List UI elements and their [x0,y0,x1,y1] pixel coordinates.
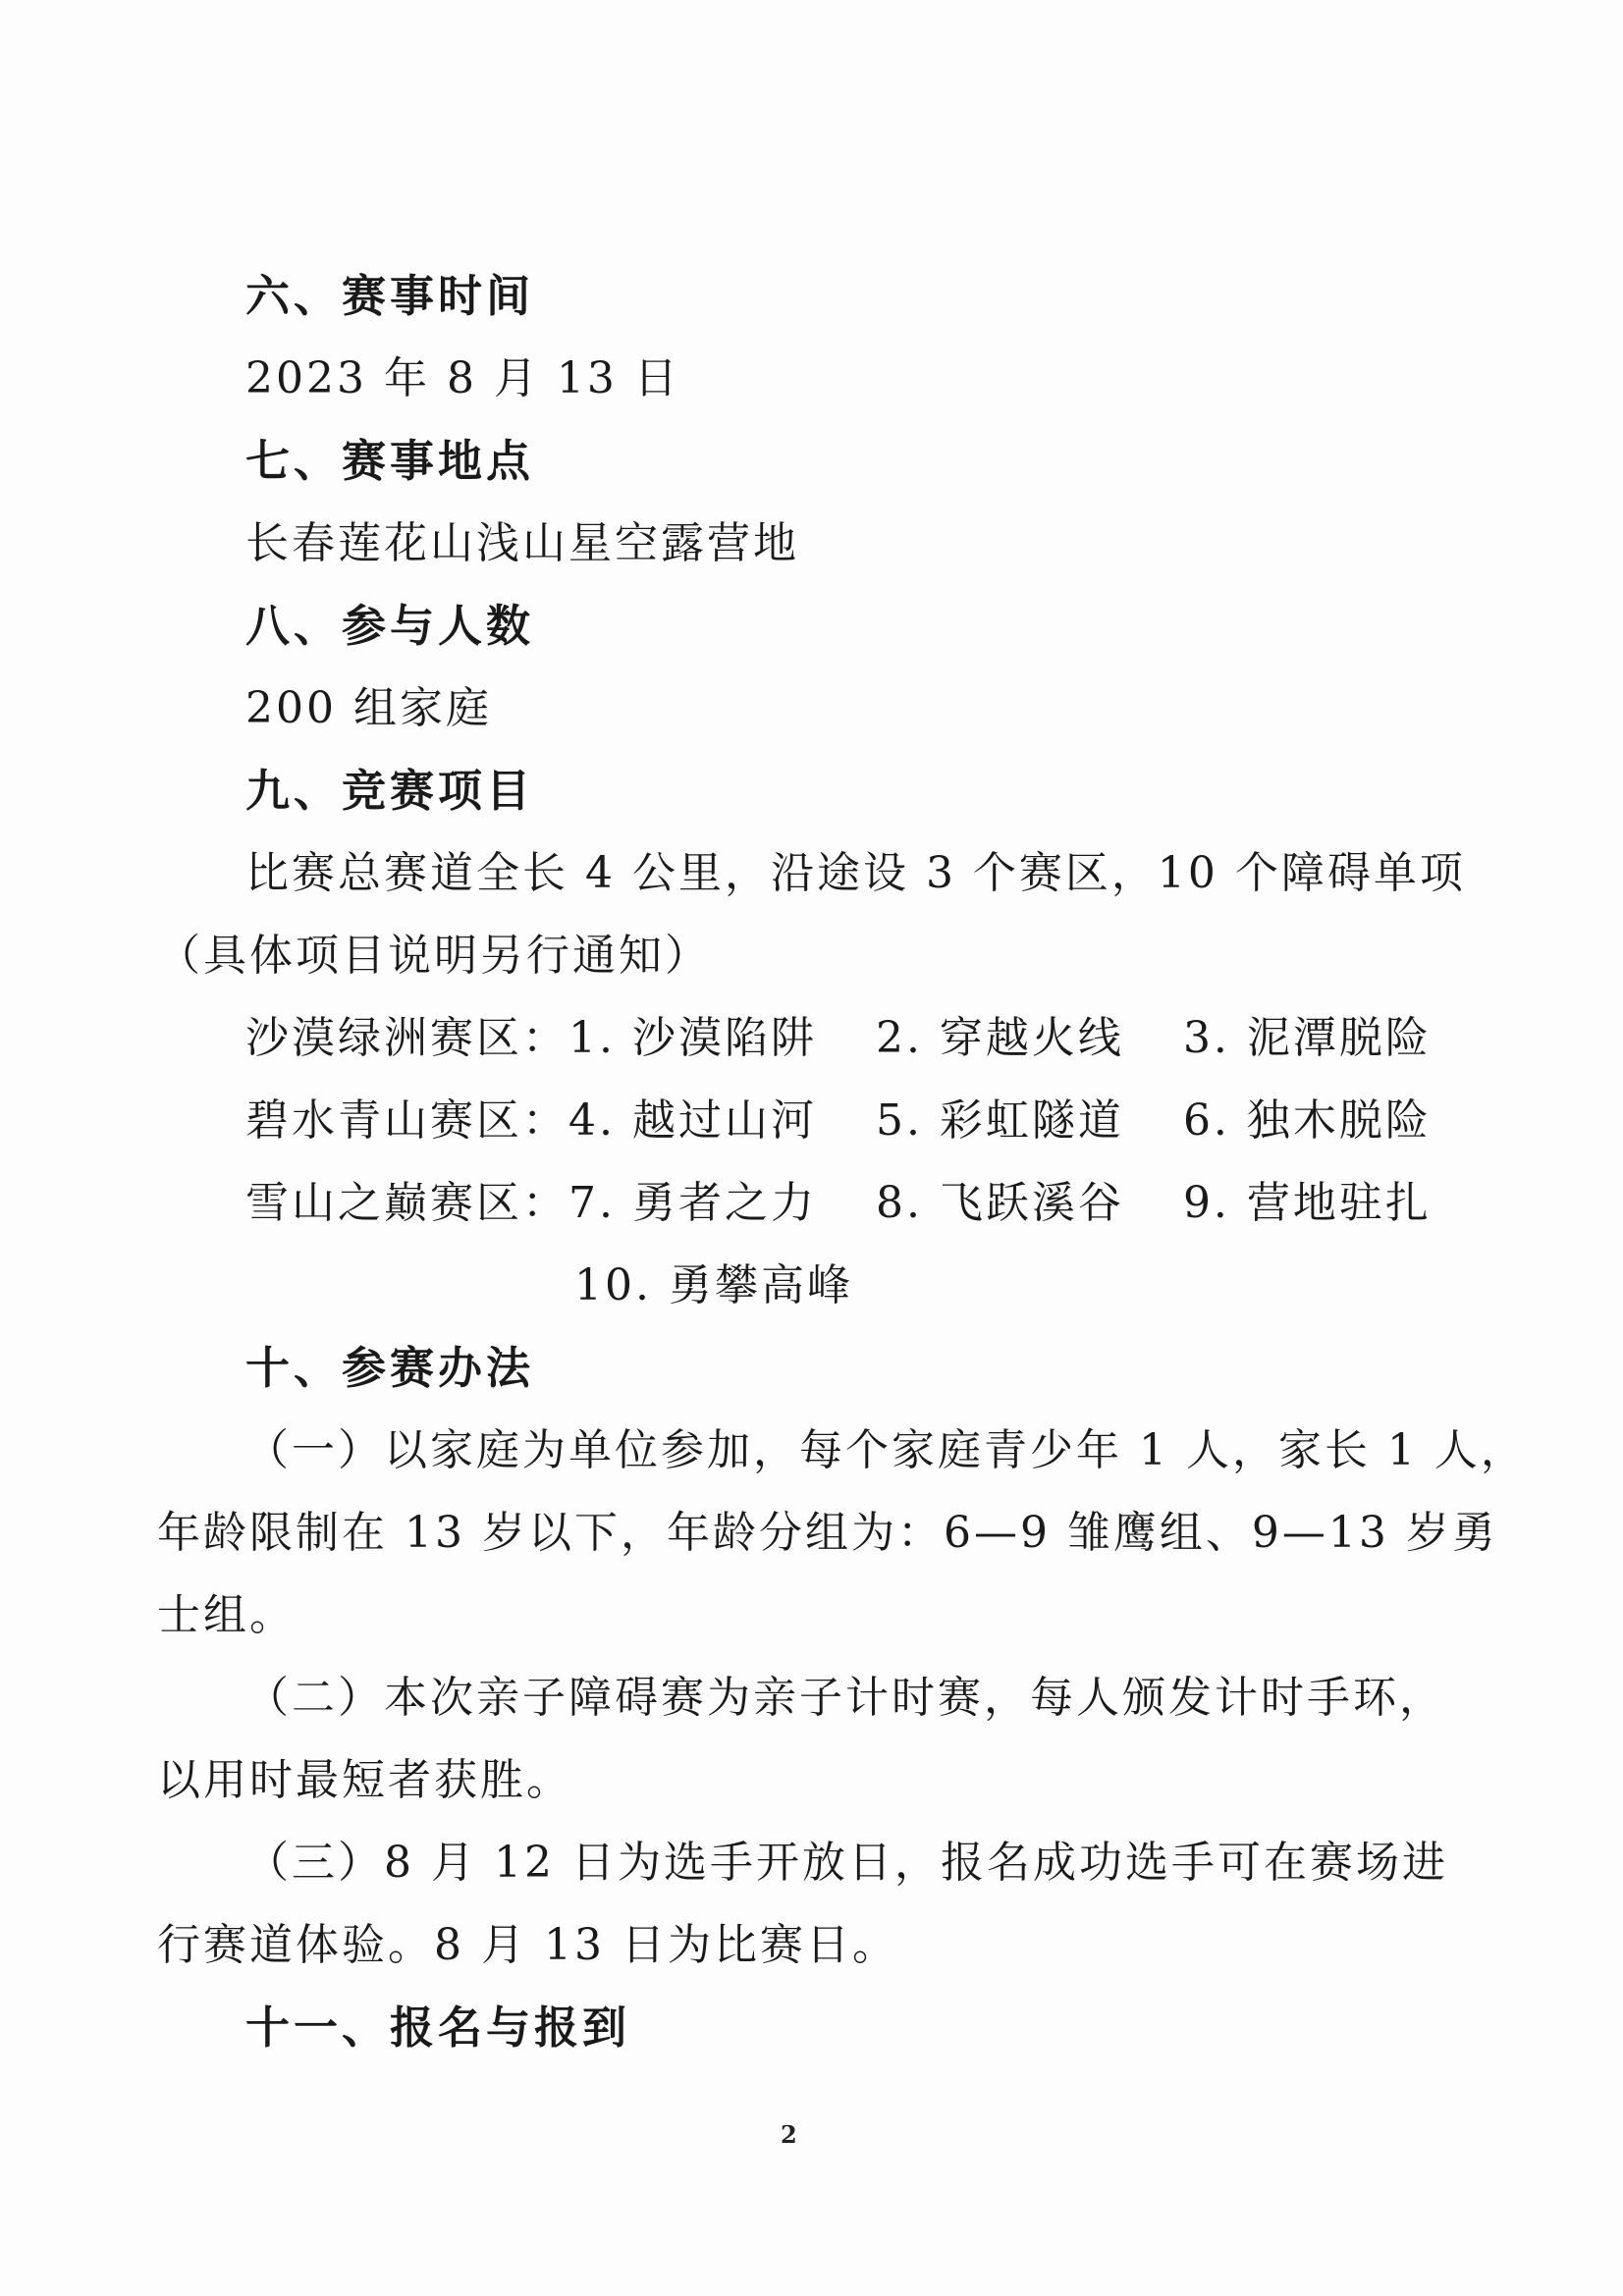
zone-item: 10. 勇攀高峰 [574,1260,853,1310]
zone-item: 5. 彩虹隧道 [875,1095,1124,1146]
zone-item: 4. 越过山河 [568,1095,817,1146]
rules-p1-line2: 年龄限制在 13 岁以下，年龄分组为：6—9 雏鹰组、9—13 岁勇 [157,1508,1498,1558]
section-body-participants: 200 组家庭 [245,683,492,733]
zone-name: 碧水青山赛区： [245,1095,568,1146]
zone-row-desert [245,1009,1432,1068]
section-heading-registration: 十一、报名与报到 [245,2002,631,2054]
rules-p1-line3: 士组。 [157,1590,296,1640]
events-intro-line2: （具体项目说明另行通知） [157,931,711,981]
zone-name: 沙漠绿洲赛区： [245,1013,568,1063]
rules-p1-line1: （一）以家庭为单位参加，每个家庭青少年 1 人，家长 1 人， [245,1425,1527,1475]
section-heading-location: 七、赛事地点 [245,435,535,487]
zone-item: 7. 勇者之力 [568,1178,817,1228]
section-body-location: 长春莲花山浅山星空露营地 [245,518,799,568]
page-number: 2 [781,2120,797,2149]
zone-item: 3. 泥潭脱险 [1182,1013,1432,1063]
zone-item: 8. 飞跃溪谷 [875,1178,1124,1228]
zone-row-snow-continued [574,1256,853,1315]
section-heading-rules: 十、参赛办法 [245,1342,535,1394]
section-heading-participants: 八、参与人数 [245,600,535,652]
zone-row-mountain [245,1092,1432,1150]
section-heading-events: 九、竞赛项目 [245,765,535,817]
zone-row-snow [245,1174,1432,1233]
rules-p2-line1: （二）本次亲子障碍赛为亲子计时赛，每人颁发计时手环， [245,1673,1445,1723]
rules-p3-line2: 行赛道体验。8 月 13 日为比赛日。 [157,1920,898,1970]
zone-name: 雪山之巅赛区： [245,1178,568,1228]
rules-p3-line1: （三）8 月 12 日为选手开放日，报名成功选手可在赛场进 [245,1838,1448,1888]
zone-item: 1. 沙漠陷阱 [568,1013,817,1063]
section-heading-time: 六、赛事时间 [245,270,535,322]
zone-item: 2. 穿越火线 [875,1013,1124,1063]
zone-item: 9. 营地驻扎 [1182,1178,1432,1228]
rules-p2-line2: 以用时最短者获胜。 [157,1755,572,1805]
section-body-time: 2023 年 8 月 13 日 [245,353,680,403]
events-intro-line1: 比赛总赛道全长 4 公里，沿途设 3 个赛区，10 个障碍单项 [245,848,1466,898]
zone-item: 6. 独木脱险 [1182,1095,1432,1146]
